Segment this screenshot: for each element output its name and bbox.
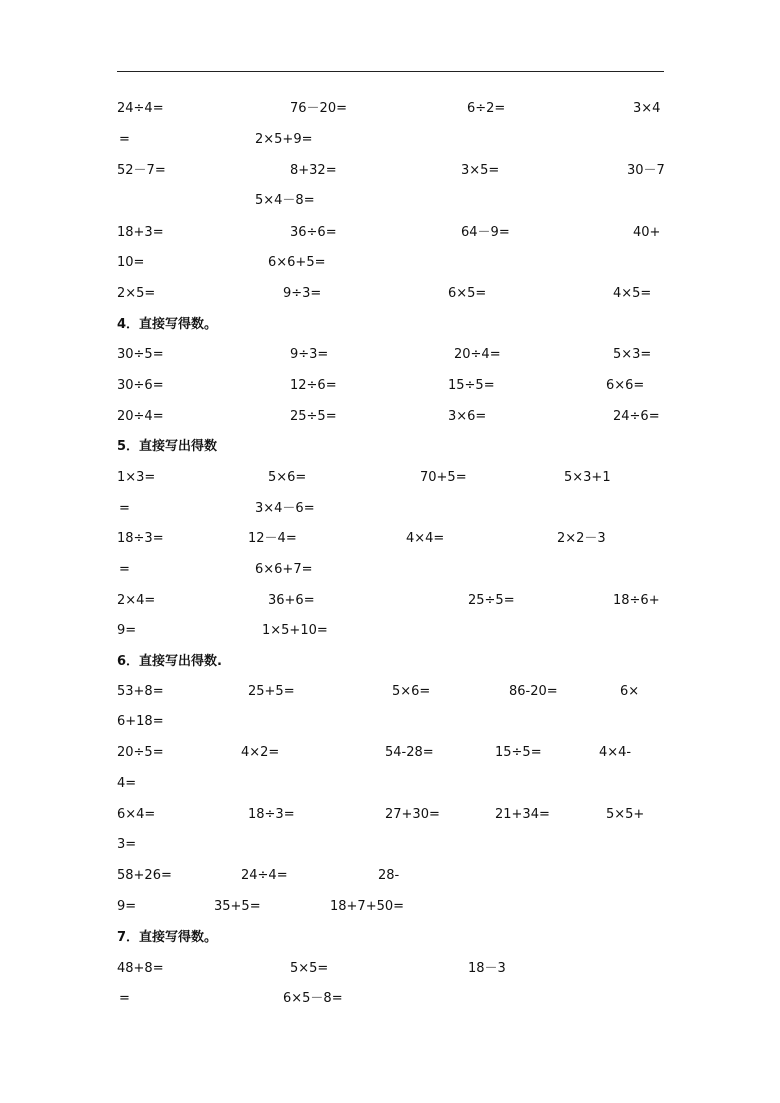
problem: 15÷5= [495, 745, 542, 760]
problem: 6×4= [117, 807, 156, 822]
problem: 6+18= [117, 714, 164, 729]
problem-line [0, 285, 780, 307]
problem: 30÷6= [117, 378, 164, 393]
problem: 6×5－8= [283, 991, 343, 1006]
problem: 27+30= [385, 807, 440, 822]
problem-line [0, 469, 780, 491]
problem: 1×5+10= [262, 623, 328, 638]
problem: 4= [117, 776, 137, 791]
problem: 2×2－3 [557, 531, 606, 546]
problem-line [0, 162, 780, 184]
problem: 6× [620, 684, 640, 699]
problem: 5×5= [290, 961, 329, 976]
problem: 1×3= [117, 470, 156, 485]
section-heading: 6．直接写出得数. [117, 654, 222, 669]
problem: 5×5+ [606, 807, 645, 822]
problem: 15÷5= [448, 378, 495, 393]
problem: = [119, 501, 130, 516]
problem: 36÷6= [290, 225, 337, 240]
problem: 4×2= [241, 745, 280, 760]
problem: 25÷5= [290, 409, 337, 424]
problem: 30÷5= [117, 347, 164, 362]
problem-line [0, 192, 780, 214]
problem: 8+32= [290, 163, 337, 178]
problem: 64－9= [461, 225, 510, 240]
problem: 5×6= [392, 684, 431, 699]
problem: 40+ [633, 225, 661, 240]
problem-line [0, 131, 780, 153]
problem-line [0, 806, 780, 828]
problem: 24÷4= [117, 101, 164, 116]
problem-line [0, 592, 780, 614]
problem: 21+34= [495, 807, 550, 822]
problem: 5×4－8= [255, 193, 315, 208]
problem-line [0, 990, 780, 1012]
problem: 18÷3= [248, 807, 295, 822]
problem: 28- [378, 868, 400, 883]
problem: 12－4= [248, 531, 297, 546]
problem: 6×5= [448, 286, 487, 301]
problem: 6÷2= [467, 101, 506, 116]
problem-line [0, 713, 780, 735]
problem-line [0, 622, 780, 644]
problem-line [0, 224, 780, 246]
section-heading: 5．直接写出得数 [117, 439, 218, 454]
problem: 9= [117, 899, 137, 914]
problem: 20÷5= [117, 745, 164, 760]
problem-line [0, 346, 780, 368]
problem: 5×3= [613, 347, 652, 362]
problem: 3×4 [633, 101, 661, 116]
problem: 35+5= [214, 899, 261, 914]
problem: 4×4- [599, 745, 632, 760]
problem: 25÷5= [468, 593, 515, 608]
problem-line [0, 100, 780, 122]
problem: 10= [117, 255, 145, 270]
problem: 18+7+50= [330, 899, 405, 914]
problem-line [0, 683, 780, 705]
problem: 70+5= [420, 470, 467, 485]
problem-line [0, 254, 780, 276]
problem-line [0, 561, 780, 583]
problem: 86-20= [509, 684, 558, 699]
problem: = [119, 132, 130, 147]
problem: 36+6= [268, 593, 315, 608]
problem: 24÷4= [241, 868, 288, 883]
problem: 4×4= [406, 531, 445, 546]
problem: 5×3+1 [564, 470, 611, 485]
problem: 3= [117, 837, 137, 852]
problem: 2×4= [117, 593, 156, 608]
problem-line [0, 530, 780, 552]
problem: 24÷6= [613, 409, 660, 424]
problem: 3×5= [461, 163, 500, 178]
problem-line [0, 898, 780, 920]
problem: 9= [117, 623, 137, 638]
section-heading: 4．直接写得数。 [117, 317, 218, 332]
problem-line [0, 744, 780, 766]
problem: 12÷6= [290, 378, 337, 393]
problem: 3×6= [448, 409, 487, 424]
problem: 25+5= [248, 684, 295, 699]
problem: 76－20= [290, 101, 347, 116]
problem: 58+26= [117, 868, 172, 883]
problem: 5×6= [268, 470, 307, 485]
problem: 9÷3= [283, 286, 322, 301]
problem: 18÷3= [117, 531, 164, 546]
problem-line [0, 775, 780, 797]
problem: = [119, 991, 130, 1006]
problem-line [0, 500, 780, 522]
problem: 20÷4= [117, 409, 164, 424]
problem: 54-28= [385, 745, 434, 760]
section-heading: 7．直接写得数。 [117, 930, 218, 945]
problem: = [119, 562, 130, 577]
problem: 53+8= [117, 684, 164, 699]
problem: 2×5+9= [255, 132, 313, 147]
problem: 4×5= [613, 286, 652, 301]
problem: 20÷4= [454, 347, 501, 362]
problem: 30－7 [627, 163, 665, 178]
problem: 48+8= [117, 961, 164, 976]
problem-line [0, 408, 780, 430]
problem-line [0, 836, 780, 858]
problem: 2×5= [117, 286, 156, 301]
problem: 18÷6+ [613, 593, 660, 608]
problem: 18－3 [468, 961, 506, 976]
problem: 9÷3= [290, 347, 329, 362]
problem-line [0, 377, 780, 399]
problem: 6×6+7= [255, 562, 313, 577]
problem: 3×4－6= [255, 501, 315, 516]
problem: 18+3= [117, 225, 164, 240]
problem-line [0, 867, 780, 889]
problem: 52－7= [117, 163, 166, 178]
problem: 6×6+5= [268, 255, 326, 270]
problem-line [0, 960, 780, 982]
problem: 6×6= [606, 378, 645, 393]
